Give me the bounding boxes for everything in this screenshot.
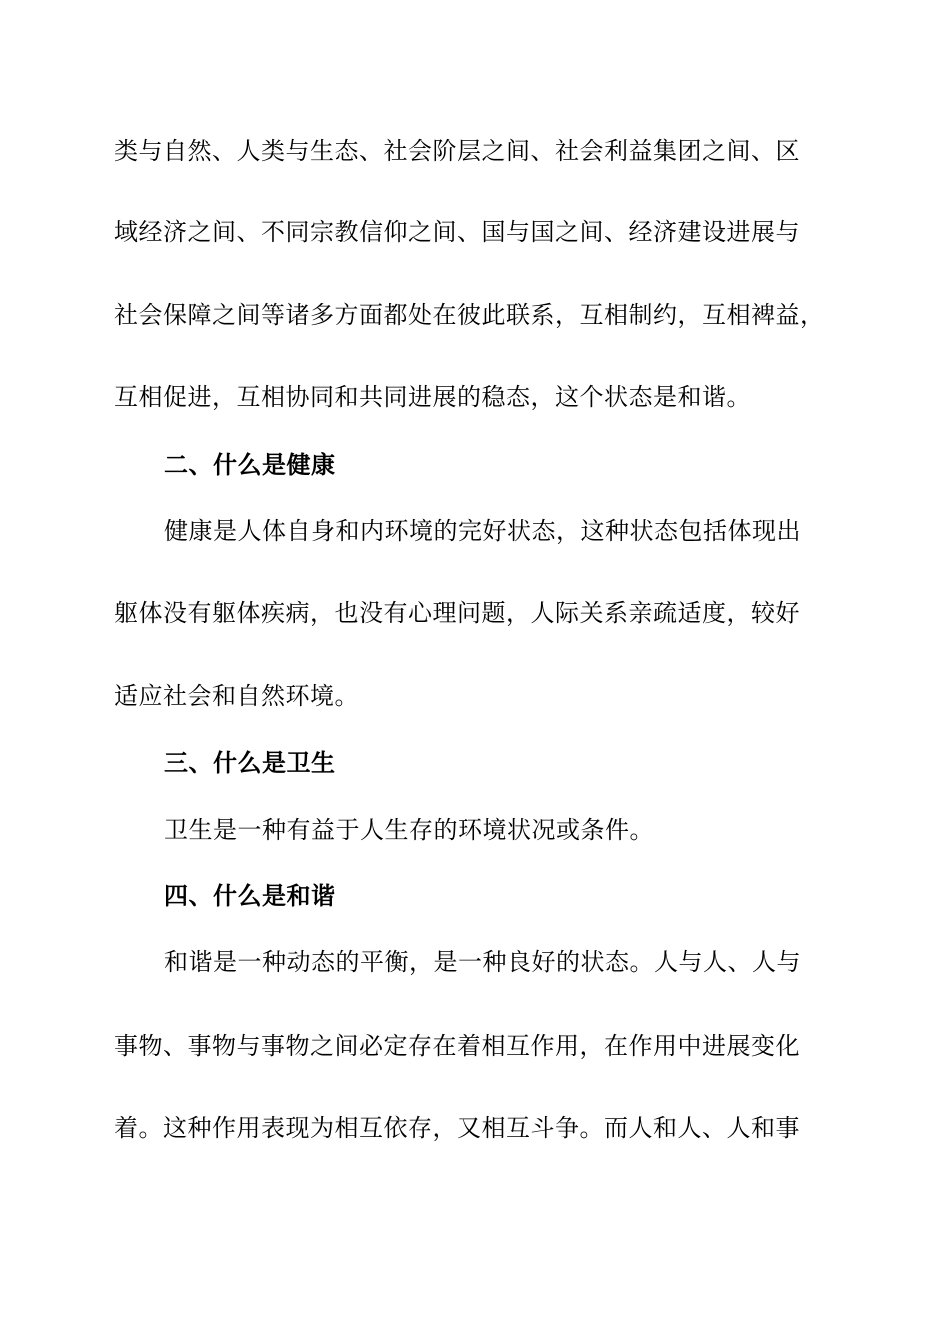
paragraph-line: 适应社会和自然环境。: [114, 682, 359, 710]
paragraph-line: 着。这种作用表现为相互依存，又相互斗争。而人和人、人和事: [114, 1114, 800, 1142]
section-heading-hygiene: 三、什么是卫生: [164, 749, 336, 777]
paragraph-line: 类与自然、人类与生态、社会阶层之间、社会利益集团之间、区: [114, 137, 800, 165]
paragraph-line: 躯体没有躯体疾病，也没有心理问题，人际关系亲疏适度，较好: [114, 599, 800, 627]
paragraph-line: 事物、事物与事物之间必定存在着相互作用，在作用中进展变化: [114, 1032, 800, 1060]
paragraph-line: 域经济之间、不同宗教信仰之间、国与国之间、经济建设进展与: [114, 218, 800, 246]
paragraph-line: 互相促进，互相协同和共同进展的稳态，这个状态是和谐。: [114, 383, 751, 411]
paragraph-line: 卫生是一种有益于人生存的环境状况或条件。: [164, 816, 654, 844]
paragraph-line: 和谐是一种动态的平衡，是一种良好的状态。人与人、人与: [164, 948, 801, 976]
section-heading-health: 二、什么是健康: [164, 451, 336, 479]
paragraph-line: 健康是人体自身和内环境的完好状态，这种状态包括体现出: [164, 517, 801, 545]
paragraph-line: 社会保障之间等诸多方面都处在彼此联系，互相制约，互相裨益，: [114, 301, 825, 329]
section-heading-harmony: 四、什么是和谐: [164, 882, 336, 910]
